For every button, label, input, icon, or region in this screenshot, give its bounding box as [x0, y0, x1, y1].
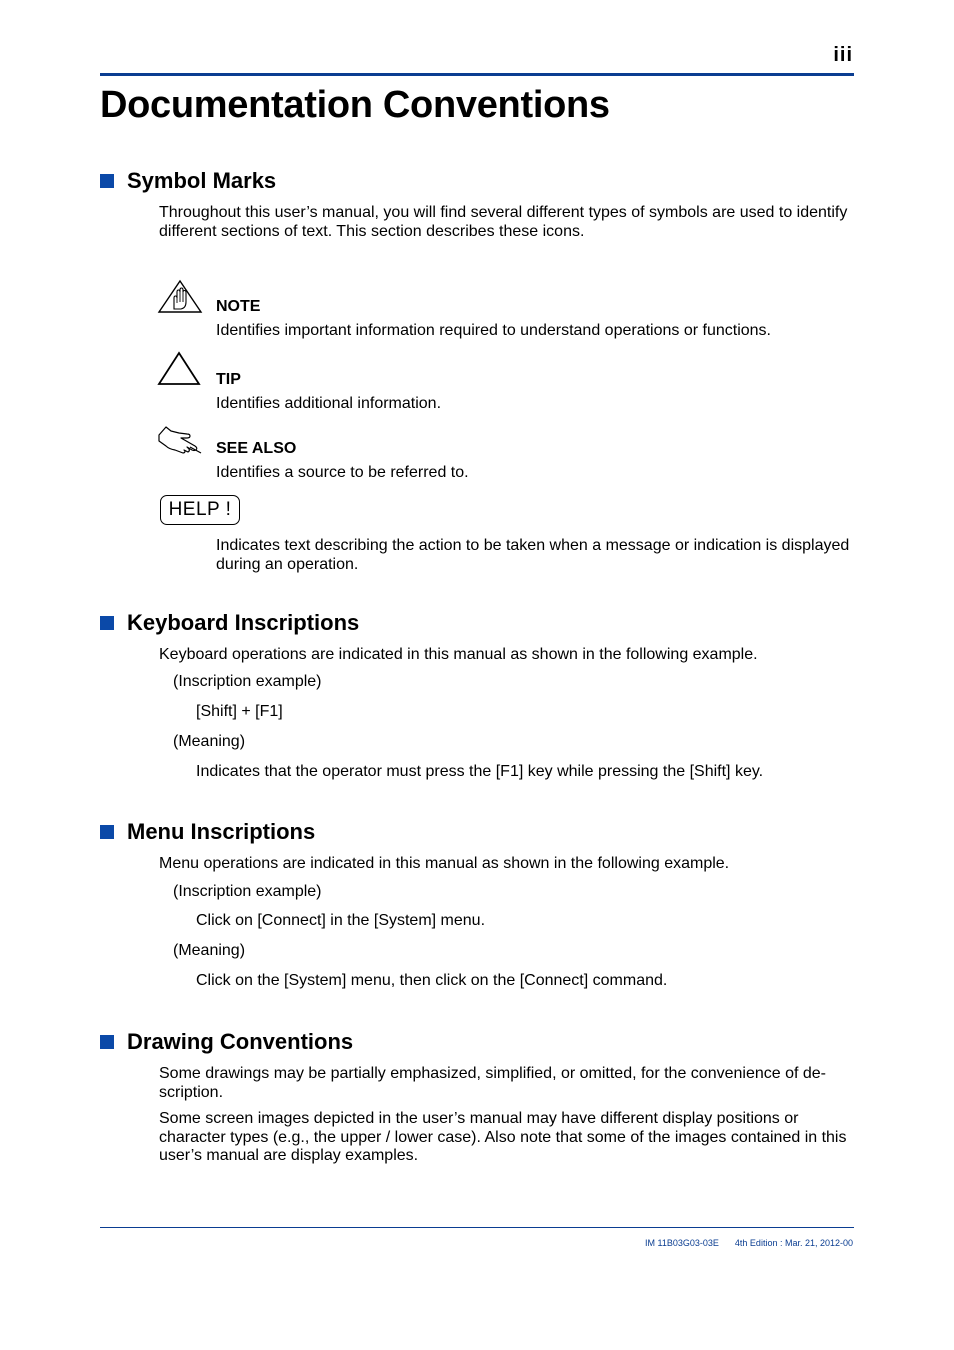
section-heading-symbol-marks [100, 168, 276, 194]
drawing-paragraph-1: Some drawings may be partially emphasized, simplified, or omitted, for the convenience of de-scription. [159, 1065, 826, 1101]
keyboard-example-label: (Inscription example) [173, 673, 322, 690]
triangle-icon [157, 351, 203, 387]
page-number: iii [833, 44, 853, 66]
square-bullet-icon [100, 825, 114, 839]
keyboard-example: [Shift] + [F1] [196, 703, 283, 720]
tip-label: TIP [216, 371, 241, 388]
menu-meaning: Click on the [System] menu, then click on the [Connect] command. [196, 972, 668, 989]
help-description: Indicates text describing the action to be taken when a message or indication is displayed during an operation. [216, 537, 850, 573]
section-heading-label: Menu Inscriptions [127, 819, 316, 844]
footer [645, 1238, 853, 1248]
keyboard-meaning-label: (Meaning) [173, 733, 246, 750]
footer-edition: 4th Edition : Mar. 21, 2012-00 [734, 1238, 853, 1248]
square-bullet-icon [100, 1035, 114, 1049]
see-also-description: Identifies a source to be referred to. [216, 464, 469, 481]
tip-description: Identifies additional information. [216, 395, 442, 412]
page-title: Documentation Conventions [100, 84, 610, 126]
square-bullet-icon [100, 616, 114, 630]
help-badge: HELP ! [160, 495, 240, 525]
note-description: Identifies important information required to understand operations or functions. [216, 322, 771, 339]
see-also-label: SEE ALSO [216, 440, 297, 457]
header-rule [100, 73, 854, 76]
pointing-hand-icon [157, 424, 205, 456]
menu-example-label: (Inscription example) [173, 883, 322, 900]
note-label: NOTE [216, 298, 261, 315]
section-heading-label: Symbol Marks [127, 168, 277, 193]
section-heading-drawing-conventions [100, 1029, 353, 1055]
drawing-paragraph-2: Some screen images depicted in the user’s manual may have different display positions or character types (e.g., the upper / lower case). Also note that some of the images contained in this user’s manual are display examples. [159, 1110, 847, 1164]
keyboard-meaning: Indicates that the operator must press the [F1] key while pressing the [Shift] key. [196, 763, 764, 780]
menu-meaning-label: (Meaning) [173, 942, 246, 959]
section-heading-label: Keyboard Inscriptions [127, 610, 360, 635]
menu-intro: Menu operations are indicated in this manual as shown in the following example. [159, 855, 730, 872]
square-bullet-icon [100, 174, 114, 188]
section-heading-menu-inscriptions [100, 819, 315, 845]
footer-rule [100, 1227, 854, 1228]
footer-doc-id: IM 11B03G03-03E [645, 1238, 719, 1248]
menu-example: Click on [Connect] in the [System] menu. [196, 912, 486, 929]
section-heading-label: Drawing Conventions [127, 1029, 354, 1054]
symbol-marks-intro: Throughout this user’s manual, you will find several different types of symbols are used to identify different sections of text. This section describes these icons. [159, 204, 848, 240]
hand-warning-icon [157, 279, 203, 315]
section-heading-keyboard-inscriptions [100, 610, 359, 636]
keyboard-intro: Keyboard operations are indicated in this manual as shown in the following example. [159, 646, 758, 663]
